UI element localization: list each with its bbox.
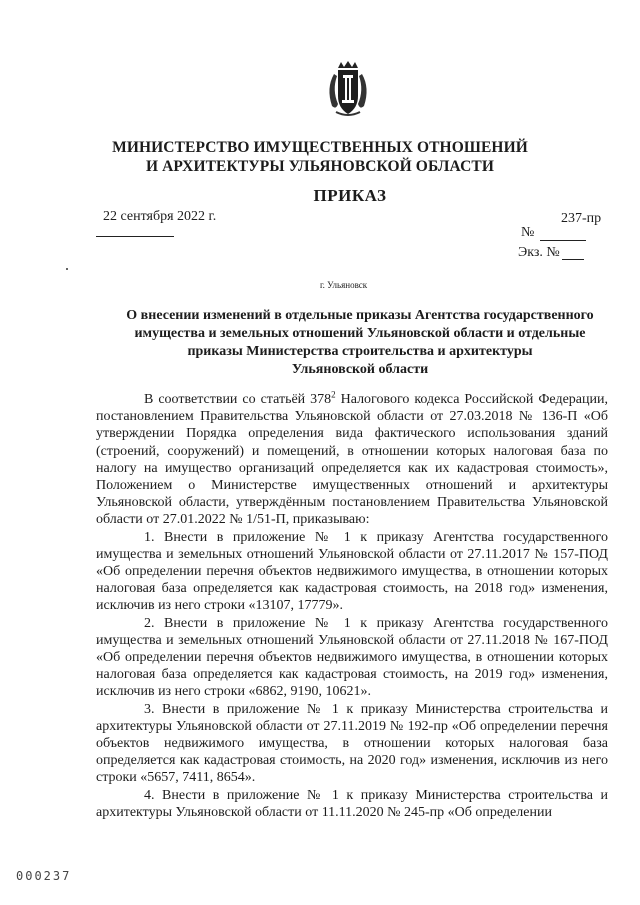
paragraph-item-3: 3. Внести в приложение № 1 к приказу Министерства строительства и архитектуры Ульяновской области от 27.11.2019 № 192-пр «Об определении перечня объектов недвижимого имущества, в отношении которых налоговая база определяется как кадастровая стоимость, на 2020 год» изменения, исключив из него строки «5657, 7411, 8654». <box>96 701 608 786</box>
article-superscript: 2 <box>331 389 336 400</box>
stamp-number: 000237 <box>16 869 72 883</box>
ministry-name-line-2: И АРХИТЕКТУРЫ УЛЬЯНОВСКОЙ ОБЛАСТИ <box>146 158 494 175</box>
order-subject-line-3: приказы Министерства строительства и архитектуры <box>187 344 533 359</box>
order-date: 22 сентября 2022 г. <box>103 209 217 224</box>
order-body <box>96 391 608 821</box>
scan-speck <box>66 268 68 270</box>
document-type-title: ПРИКАЗ <box>313 186 387 205</box>
ministry-name-line-1: МИНИСТЕРСТВО ИМУЩЕСТВЕННЫХ ОТНОШЕНИЙ <box>112 139 528 156</box>
order-subject-line-2: имущества и земельных отношений Ульяновской области и отдельные <box>134 326 586 341</box>
date-underline <box>96 236 174 237</box>
city-name: г. Ульяновск <box>320 280 368 290</box>
order-number-label: № <box>521 225 535 240</box>
order-subject-line-4: Ульяновской области <box>291 362 429 377</box>
copy-number-label: Экз. № <box>518 245 560 260</box>
preamble-rest: Налогового кодекса Российской Федерации, постановлением Правительства Ульяновской области от 27.03.2018 № 136-П «Об утверждении Порядка определения вида фактического использования зданий (строений, сооружений) и помещений, в отношении которых налоговая база по налогу на имущество организаций определяется как их кадастровая стоимость», Положением о Министерстве имущественных отношений и архитектуры Ульяновской области, утверждённым постановлением Правительства Ульяновской области от 27.01.2022 № 1/51-П, приказываю: <box>96 392 608 528</box>
paragraph-item-1: 1. Внести в приложение № 1 к приказу Агентства государственного имущества и земельных отношений Ульяновской области от 27.11.2017 № 157-ПОД «Об определении перечня объектов недвижимого имущества, в отношении которых налоговая база определяется как кадастровая стоимость, на 2018 год» изменения, исключив из него строки «13107, 17779». <box>96 529 608 614</box>
order-number-value: 237-пр <box>561 211 602 226</box>
paragraph-item-2: 2. Внести в приложение № 1 к приказу Агентства государственного имущества и земельных отношений Ульяновской области от 27.11.2018 № 167-ПОД «Об определении перечня объектов недвижимого имущества, в отношении которых налоговая база определяется как кадастровая стоимость, на 2019 год» изменения, исключив из него строки «6862, 9190, 10621». <box>96 615 608 700</box>
copy-number-underline <box>562 259 584 260</box>
preamble-start: В соответствии со статьёй 378 <box>144 392 332 407</box>
coat-of-arms-icon <box>324 60 372 118</box>
order-subject-line-1: О внесении изменений в отдельные приказы Агентства государственного <box>126 308 594 323</box>
preamble-paragraph <box>96 391 608 529</box>
paragraph-item-4: 4. Внести в приложение № 1 к приказу Министерства строительства и архитектуры Ульяновской области от 11.11.2020 № 245-пр «Об определении <box>96 787 608 820</box>
order-number-underline <box>540 240 586 241</box>
